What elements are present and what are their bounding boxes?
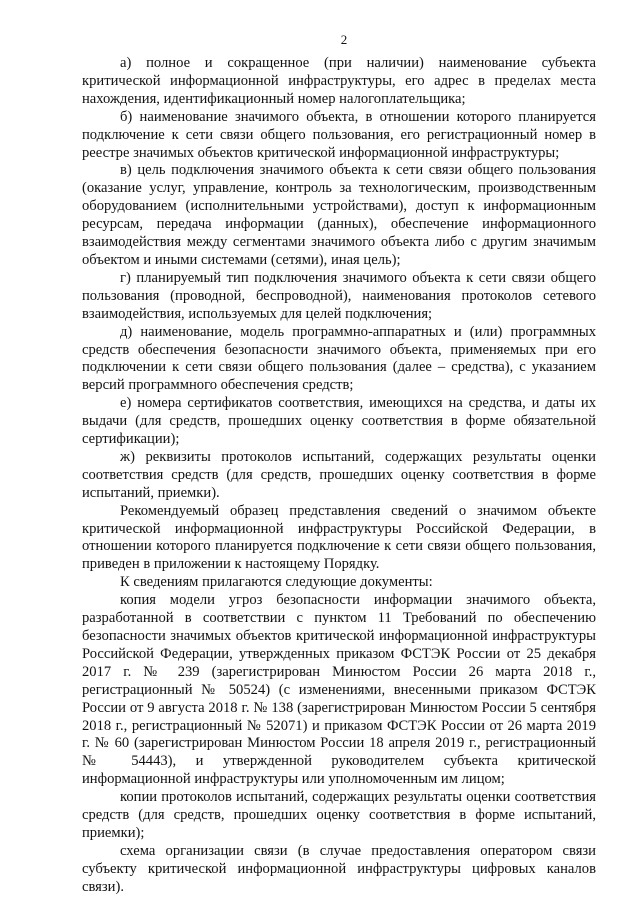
page-number: 2 [340,32,348,47]
paragraph-g: г) планируемый тип подключения значимого объекта к сети связи общего пользования (проводной, беспроводной), наименования протоколов сетевого взаимодействия, используемых для целей подключения; [82,269,596,322]
paragraph-communication-scheme: схема организации связи (в случае предоставления оператором связи субъекту критической информационной инфраструктуры цифровых каналов связи). [82,842,596,895]
paragraph-a: а) полное и сокращенное (при наличии) наименование субъекта критической информационной инфраструктуры, его адрес в пределах места нахождения, идентификационный номер налогоплательщика; [82,55,596,107]
paragraph-b: б) наименование значимого объекта, в отношении которого планируется подключение к сети связи общего пользования, его регистрационный номер в реестре значимых объектов критической информационной инфраструктуры; [82,108,596,161]
paragraph-e: е) номера сертификатов соответствия, имеющихся на средства, и даты их выдачи (для средств, прошедших оценку соответствия в форме обязательной сертификации); [82,395,596,448]
paragraph-recommended-sample: Рекомендуемый образец представления сведений о значимом объекте критической информационной инфраструктуры Российской Федерации, в отношении которого планируется подключение к сети связи общего пользования, приведен в приложении к настоящему Порядку. [82,502,596,573]
paragraph-attached-documents-intro: К сведениям прилагаются следующие документы: [120,574,433,591]
paragraph-v: в) цель подключения значимого объекта к сети связи общего пользования (оказание услуг, управление, контроль за технологическим, производственным оборудованием (исполнительными устройствами), доступ к информационным ресурсам, передача информации (данных), обеспечение информационного взаимодействия между сегментами значимого объекта либо с другим значимым объектом и иными системами (сетями), иная цель); [82,162,596,268]
paragraph-zh: ж) реквизиты протоколов испытаний, содержащих результаты оценки соответствия средств (для средств, прошедших оценку соответствия в форме испытаний, приемки). [82,448,596,501]
paragraph-d: д) наименование, модель программно-аппаратных и (или) программных средств обеспечения безопасности значимого объекта, применяемых при его подключении к сети связи общего пользования (далее – средства), с указанием версий программного обеспечения средств; [82,323,596,394]
paragraph-threat-model-copy: копия модели угроз безопасности информации значимого объекта, разработанной в соответствии с пунктом 11 Требований по обеспечению безопасности значимых объектов критической информационной инфраструктуры Российской Федерации, утвержденных приказом ФСТЭК России от 25 декабря 2017 г. № 239 (зарегистрирован Минюстом России 26 марта 2018 г., регистрационный № 50524) (с изменениями, внесенными приказом ФСТЭК России от 9 августа 2018 г. № 138 (зарегистрирован Минюстом России 5 сентября 2018 г., регистрационный № 52071) и приказом ФСТЭК России от 26 марта 2019 г. № 60 (зарегистрирован Минюстом России 18 апреля 2019 г., регистрационный № 54443), и утвержденной руководителем субъекта критической информационной инфраструктуры или уполномоченным им лицом; [82,592,596,788]
paragraph-test-protocols-copy: копии протоколов испытаний, содержащих результаты оценки соответствия средств (для средств, прошедших оценку соответствия в форме испытаний, приемки); [82,789,596,841]
